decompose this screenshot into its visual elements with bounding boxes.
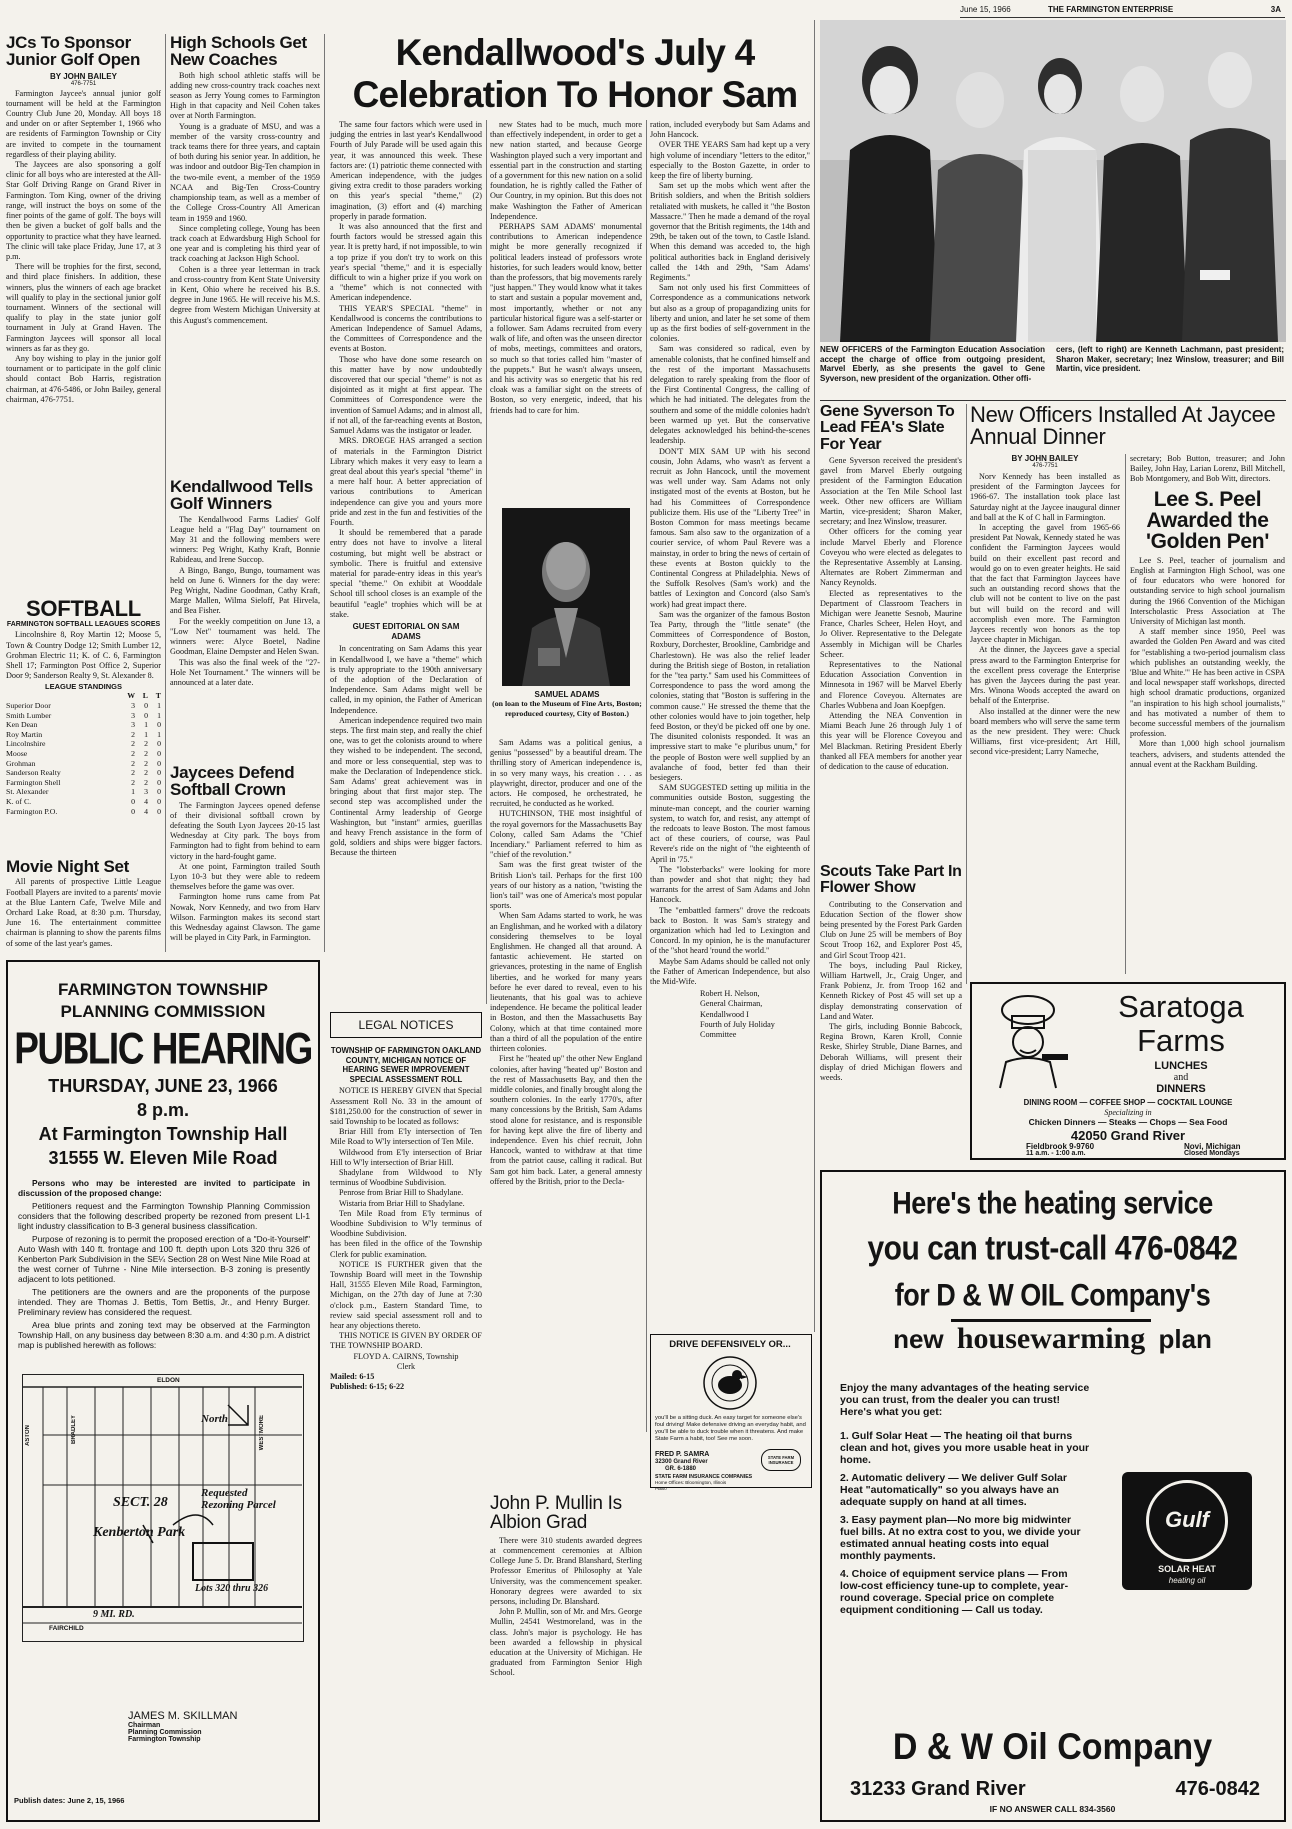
wins: 2: [131, 729, 135, 739]
heating-oil: heating oil: [1168, 1576, 1206, 1585]
ad-public-hearing: [6, 960, 320, 1822]
article-jaycee-dinner: [970, 404, 1286, 978]
paragraph: Cohen is a three year letterman in track and cross-country from Kent State University in Kent, Ohio where he received his B.S. degree in June 1965. He will receive his M.S. degree from Western Michigan University at this August's commencement.: [170, 264, 320, 325]
main-col-2: [490, 120, 642, 505]
hearing-l3: PUBLIC HEARING: [14, 1023, 312, 1073]
table-row: [6, 778, 161, 788]
ad-name: Saratoga Farms: [1118, 989, 1244, 1058]
paragraph: Lee S. Peel, teacher of journalism and English at Farmington High School, was one of four educators who were honored for outstanding service to high school journalism during the 1966 Convention of the Michigan Interscholastic Press Association at The University of Michigan last month.: [1130, 555, 1285, 627]
article-kendallwood-golf: [170, 478, 320, 764]
article-body: [1130, 556, 1285, 770]
gulf-text: Gulf: [1165, 1507, 1209, 1532]
hearing-l5: 8 p.m.: [136, 1100, 189, 1120]
article-jcs-golf: [6, 34, 161, 604]
paragraph: Purpose of rezoning is to permit the proposed erection of a "Do-it-Yourself" Auto Wash with 140 ft. frontage and 100 ft. depth upon Lots 320 thru 326 of Kenberton Park Subdivision in the SE¼ Section 28 on West Nine Mile Road at the west corner of Tuhrne - Nine Mile intersection. B-3 zoning is presently adjacent to lots petitioned.: [18, 1234, 310, 1284]
team: Farmington P.O.: [6, 806, 58, 816]
ad-l3: for D & W OIL Company's: [894, 1277, 1211, 1313]
paragraph: At the dinner, the Jaycees gave a special press award to the Farmington Enterprise for the excellent press coverage the Enterprise has given the Jaycees during the past year. Mrs. Winona Woods accepted the award on behalf of the Enterprise.: [970, 645, 1120, 706]
wins: 3: [131, 710, 135, 720]
team: Moose: [6, 749, 28, 759]
paragraph: Sam Adams was a political genius, a genius "possessed" by a beautiful dream. The thrilling story of American independence is, in so very many ways, his creation . . . as playwright, director, producer and one of the actors. He composed, he orchestrated, he recruited, he conducted as he worked.: [490, 738, 642, 809]
table-row: [6, 768, 161, 778]
col-l: L: [142, 691, 148, 701]
ad-l2: you can trust-call 476-0842: [867, 1229, 1238, 1268]
paragraph: THIS NOTICE IS GIVEN BY ORDER OF THE TOWNSHIP BOARD.: [330, 1331, 482, 1351]
wins: 3: [131, 701, 135, 711]
new-word: new: [893, 1324, 944, 1354]
article-body: [170, 515, 320, 688]
map-label: Lots 320 thru 326: [195, 1583, 269, 1594]
paragraph: It should be remembered that a parade entry does not have to involve a literal costuming, but might well be abstract or symbolic. There is fruitful and extensive material for parade-entry ideas in this year's special "theme." On exhibit at Wooddale School till school closes is an example of the beautiful "eagle" trophies which will be at stake.: [330, 528, 482, 619]
main-col-3: [650, 120, 810, 1328]
wins: 1: [131, 787, 135, 797]
paragraph: Young is a graduate of MSU, and was a member of the varsity cross-country and track teams there for three years, and captain of both during his senior year. In addition, he was indoor and outdoor Big-Ten champion in the two-mile event, a member of the 1959 NCAA and Big-Ten Cross-Country championship team, as well as a member of the College Cross-Country All American team in 1959 and 1960.: [170, 121, 320, 223]
paragraph: Petitioners request and the Farmington Township Planning Commission considers that the following described property be rezoned from present LI-1 light industry classification to B-3 general business classification.: [18, 1201, 310, 1231]
paragraph: The petitioners are the owners and are the proponents of the purpose intended. They are Thomas J. Bettis, Tom Bettis, Jr., and Henry Burger. Preliminary review has considered the request.: [18, 1287, 310, 1317]
losses: 1: [144, 720, 148, 730]
paragraph: DON'T MIX SAM UP with his second cousin, John Adams, who wasn't as fervent a recruit as John Hancock, until the movement was well under way. Sam Adams not only instigated most of the events at Boston, but he had his Committees of Correspondence publicize them. His use of the "Liberty Tree" in Boston Common for mass meetings became famous. Sam also saw to the organization of a courier service, of whom Paul Revere was a mainstay, in order to bring the news of certain of these events at Boston quickly to the Continental Congress at Philadelphia. News of the Suffolk Resolves (Sam's work) and the battles of Lexington and Concord (also Sam's work) had great impact there.: [650, 446, 810, 609]
article-body: [170, 801, 320, 944]
masthead-paper: THE FARMINGTON ENTERPRISE: [1048, 5, 1174, 14]
paragraph: Sam was the first great twister of the British Lion's tail. Perhaps for the first 100 years of our history as a nation, "twisting the lion's tail" was one of America's most popular sports.: [490, 860, 642, 911]
map-label: North: [201, 1413, 228, 1425]
wins: 0: [131, 806, 135, 816]
losses: 0: [144, 701, 148, 711]
team: Smith Lumber: [6, 710, 52, 720]
paragraph: Gene Syverson received the president's gavel from Marvel Eberly outgoing president of the Farmington Education Association at the Ten Mile School last week. Other new officers are William Martin, vice-president; Sharon Maker, secretary; and Inez Winslow, treasurer.: [820, 455, 962, 527]
paragraph: There were 310 students awarded degrees at commencement ceremonies at Albion College June 5. Dr. Brand Blanshard, Sterling Professor Emeritus of Philosophy at Yale University, was the commencement speaker. Honorary degrees were awarded to six persons, including Dr. Blanshard.: [490, 1535, 642, 1606]
paragraph: Penrose from Briar Hill to Shadylane.: [339, 1188, 464, 1198]
standings-header: [6, 691, 161, 701]
paragraph: ration, included everybody but Sam Adams and John Hancock.: [650, 120, 810, 140]
team: Farmington Shell: [6, 777, 61, 787]
wins: 2: [131, 749, 135, 759]
photo-image: [820, 20, 1286, 342]
solar-heat: SOLAR HEAT: [1158, 1564, 1216, 1574]
headline: High Schools Get New Coaches: [170, 33, 307, 70]
gulf-logo: [1122, 1472, 1252, 1590]
paragraph: Persons who may be interested are invited to participate in discussion of the proposed change:: [18, 1178, 310, 1198]
plan-word: plan: [1158, 1324, 1212, 1354]
paragraph: Other officers for the coming year include Marvel Eberly and Florence Coveyou who were elected as delegates to the Representative Assembly at Lansing. Alternates are Robert Zimmerman and Nancy Reynolds.: [820, 527, 962, 588]
losses: 2: [144, 758, 148, 768]
headline: Gene Syverson To Lead FEA's Slate For Year: [820, 403, 955, 453]
signature-line: Fourth of July Holiday: [700, 1019, 775, 1029]
signature-line: Robert H. Nelson,: [700, 989, 760, 999]
paragraph: A Bingo, Bango, Bungo, tournament was held on June 6. Winners for the day were: Peg Wright, Nadine Goodman, Cathy Kraft, Marge Mallen, Wilma Sieloff, Pat Hirvela, and Bea Fisher.: [170, 565, 320, 616]
paragraph: secretary; Bob Button, treasurer; and John Bailey, John Hay, Larian Lorenz, Bill Mitchell, Bob Montgomery, and Bob Witt, directors.: [1130, 454, 1285, 484]
ad-closed: Closed Mondays: [1184, 1150, 1240, 1157]
signature-line: Chairman: [128, 1722, 161, 1729]
map-label: ASTON: [25, 1425, 31, 1446]
paragraph: NOTICE IS HEREBY GIVEN that Special Assessment Roll No. 33 in the amount of $181,250.00 for the construction of sewer in said Township to be located as follows:: [330, 1086, 482, 1126]
ad-title: DRIVE DEFENSIVELY OR...: [669, 1339, 791, 1350]
wins: 2: [131, 768, 135, 778]
paragraph: The "embattled farmers" drove the redcoats back to Boston. It was Sam's strategy and organization which had led to Lexington and Concord. In my opinion, he is the manufacturer of the "shot heard 'round the world.": [650, 905, 810, 956]
losses: 2: [144, 777, 148, 787]
ad-address: 31233 Grand River: [850, 1778, 1026, 1800]
fea-officers-photo: [820, 20, 1286, 342]
state-farm-logo: [761, 1449, 801, 1471]
ad-spec: Specializing in: [1104, 1108, 1152, 1117]
paragraph: Any boy wishing to play in the junior golf tournament or to participate in the golf clinic should contact Bob Harris, registration chairman, at 476-5486, or John Bailey, general chairman, 476-7751.: [6, 353, 161, 404]
paragraph: HUTCHINSON, THE most insightful of the royal governors for the Massachusetts Bay Colony, called Sam Adams the "Chief Incendiary." Parliament referred to him as "chief of the revolution.": [490, 809, 642, 860]
ties: 0: [157, 777, 161, 787]
ties: 0: [157, 749, 161, 759]
hearing-signature: [128, 1710, 308, 1743]
table-row: [6, 730, 161, 740]
paragraph: Farmington home runs came from Pat Nowak, Norv Kennedy, and two from Harv Wilson. Farmington makes its second start this Wednesday against Clawson. The game will be played in City Park, in Farmington.: [170, 892, 320, 943]
map-label: ELDON: [157, 1377, 180, 1384]
paragraph: A staff member since 1950, Peel was awarded the Golden Pen Award and was cited for "establishing a two-period journalism class which publishes an outstanding weekly, the 'Blue and White.'" He has been active in CSPA and local newspaper staff workshops, directed high school dramatic productions, organized "an inspiration to his high school journalists," and has motivated a number of them to become successful members of the journalism profession.: [1130, 627, 1285, 739]
team: St. Alexander: [6, 787, 49, 797]
ties: 1: [157, 729, 161, 739]
ties: 1: [157, 701, 161, 711]
agent-address: 32300 Grand River: [655, 1459, 708, 1465]
paragraph: MRS. DROEGE HAS arranged a section of materials in the Farmington District Library which makes it very easy to learn a great deal about this year's special "theme" in a mere half hour. A better appreciation of various contributions to American independence can give you and yours more pride and zest in the fun and festivities of the Fourth.: [330, 436, 482, 527]
article-peel: [1130, 489, 1285, 770]
article-body: All parents of prospective Little League Football Players are invited to a parents' movie at the Blue Lantern Cafe, Twelve Mile and Orchard Lake Road, at 8:30 p.m. Thursday, June 16. The entertainment committee chairman is planning to show the parents films of some of the last year's games.: [6, 877, 161, 948]
paragraph: The same four factors which were used in judging the entries in last year's Kendallwood Fourth of July Parade will be used again this year, it was announced this week. These factors are: (1) patriotic theme connected with American independence, with the judges giving extra credit to those paraders working on this year's special "theme," (2) imagination, (3) effort and (4) marching properly in parade formation.: [330, 120, 482, 221]
ties: 0: [157, 787, 161, 797]
map-label: SECT. 28: [113, 1495, 168, 1510]
agent: FRED P. SAMRA: [655, 1451, 710, 1458]
team: Ken Dean: [6, 720, 38, 730]
ad-saratoga-farms: [970, 982, 1286, 1160]
paragraph: In concentrating on Sam Adams this year in Kendallwood I, we have a "theme" which is truly appropriate to the 190th anniversary of the adoption of the Declaration of Independence. Sam Adams might well be called, in my opinion, the Father of American Independence.: [330, 644, 482, 715]
paragraph: PERHAPS SAM ADAMS' monumental contributions to American independence might be more generally recognized if political leaders instead of professors wrote histories, for such leaders would know, better than the professors, that big movements rarely "just happen." They would know what it takes to start and sustain a popular movement and, most importantly, whether or not any particular historical figure was a self-starter or a follower. Sam Adams recruited from every walk of life, and often was the unseen director of mobs, meetings, committees and orators, so much so that tories called him "master of the puppets." But he wasn't always unseen, and his activity was so energetic that his red cloak was a familiar sight on the streets of Boston, so very energetic, indeed, that his friends had to care for him.: [490, 222, 642, 415]
paragraph: Sam was considered so radical, even by amenable colonists, that he confined himself and the rest of the important Massachusetts delegation to rarely speaking from the floor of the First Continental Congress, the calling of which he had initiated. The delegates from the southern and some of the middle colonies hadn't been warmed up yet. But the conservative delegates acknowledged his behind-the-scenes leadership.: [650, 344, 810, 446]
ad-hours: 11 a.m. - 1:00 a.m.: [1026, 1150, 1086, 1157]
paragraph: The girls, including Bonnie Babcock, Regina Brown, Karen Kroll, Connie Reske, Shirley Struble, Diane Barnes, and Deborah Williams, will present their display of dried Michigan flowers and weeds.: [820, 1022, 962, 1083]
headline: JCs To Sponsor Junior Golf Open: [6, 33, 141, 70]
map-label: Kenberton Park: [93, 1525, 186, 1540]
table-row: [6, 720, 161, 730]
hearing-l7: 31555 W. Eleven Mile Road: [48, 1148, 278, 1168]
paragraph: Ten Mile Road from E'ly terminus of Woodbine Subdivision to W'ly terminus of Woodbine Subdivision.: [330, 1208, 482, 1239]
portrait-caption: [492, 690, 642, 736]
byline: BY JOHN BAILEY: [1011, 454, 1079, 463]
paragraph: This was also the final week of the "27-Hole Net Tournament." The winners will be announced at a later date.: [170, 657, 320, 687]
paragraph: Sam not only used his first Committees of Correspondence as a communications network but also as a group of propagandizing units for liberty and union, and later he set some of them up as the first bodies of self-government in the colonies.: [650, 283, 810, 344]
headline: New Officers Installed At Jaycee Annual Dinner: [970, 402, 1276, 450]
ad-services: DINING ROOM — COFFEE SHOP — COCKTAIL LOUNGE: [1023, 1098, 1233, 1107]
paragraph: The boys, including Paul Rickey, William Hartwell, Jr., Craig Unger, and Frank Pobienz, Jr. from Troop 162 and Kenneth Rickey of Post 45 will set up a display demonstrating conservation of Land and Water.: [820, 960, 962, 1021]
wins: 3: [131, 720, 135, 730]
ad-and: and: [1173, 1072, 1189, 1083]
ad-phone: 476-0842: [1175, 1778, 1260, 1800]
main-col-2b: [490, 738, 642, 1434]
standings-table: [6, 691, 161, 816]
code: P6660: [655, 1486, 667, 1491]
article-mullin-col: [490, 1494, 642, 1824]
ad-text: you'll be a sitting duck. An easy target for someone else's foul driving! Make defensive driving an everyday habit, and you'll be able to duck trouble when it threatens. And make State Farm a habit, too! See me soon.: [655, 1415, 806, 1442]
losses: 0: [144, 710, 148, 720]
legal-title: LEGAL NOTICES: [358, 1018, 454, 1032]
ad-company: D & W Oil Company: [892, 1726, 1213, 1768]
ties: 0: [157, 758, 161, 768]
headline: Movie Night Set: [6, 857, 130, 876]
losses: 2: [144, 739, 148, 749]
losses: 4: [144, 796, 148, 806]
team: Lincolnshire: [6, 739, 46, 749]
signature-line: Committee: [700, 1030, 737, 1040]
hearing-dates: Publish dates: June 2, 15, 1966: [14, 1796, 125, 1805]
team: Superior Door: [6, 701, 51, 711]
paragraph: The "lobsterbacks" were looking for more than powder and shot that night; they had warrants for the arrest of Sam Adams and John Hancock.: [650, 864, 810, 905]
ad-line1: LUNCHES: [1154, 1060, 1208, 1072]
paragraph: First he "heated up" the other New England colonies, after having "heated up" Boston and the rest of Massachusetts Bay, and then the middle colonies, and finally brought along the southern colonies. In the early 1770's, after many concessions by the British, Sam Adams stood alone for resistance, and is responsible for having kept alive the fire of liberty and independence. Even his chief recruit, John Hancock, wanted to withdraw at that time from the patriot cause, calling it radical. But Sam got him back. Later, a general amnesty offered by the British, prior to the Decla-: [490, 1054, 642, 1186]
signature-line: General Chairman,: [700, 999, 763, 1009]
ad-state-farm: [650, 1334, 812, 1491]
portrait-image: [502, 508, 630, 686]
losses: 3: [144, 787, 148, 797]
paragraph: NOTICE IS FURTHER given that the Township Board will meet in the Township Hall, 31555 Eleven Mile Road, Farmington, Michigan, on the 27th day of June at 7:30 o'clock p.m., Eastern Standard Time, to review said special assessment roll and to hear any objections thereto.: [330, 1259, 482, 1331]
masthead-date: June 15, 1966: [960, 5, 1011, 14]
byline: BY JOHN BAILEY: [50, 71, 117, 81]
ad-menu: Chicken Dinners — Steaks — Chops — Sea Food: [1028, 1117, 1228, 1127]
paragraph: OVER THE YEARS Sam had kept up a very high volume of incendiary "letters to the editor," especially to the Boston Gazette, in order to keep the fire of liberty burning.: [650, 140, 810, 181]
paragraph: Elected as representatives to the Department of Classroom Teachers in Michigan were Jeanette Sesnob, Maurine France, Charles Scheer, Helen Hoyt, and Jo Oliver. Representative to the Delegate Assembly in Michigan will be Charles Scheer.: [820, 588, 962, 659]
headline: Scouts Take Part In Flower Show: [820, 863, 962, 897]
article-jaycees-softball: [170, 764, 320, 954]
signature-line: Farmington Township: [128, 1736, 201, 1743]
paragraph: In accepting the gavel from 1965-66 president Pat Nowak, Kennedy stated he was confident the Farmington Jaycees would build on their excellent past record and would go on to even greater heights. He said that the fact that Farmington Jaycees have such an outstanding record shows that the club will not be content to live on the past but will build on the record and will accomplish even more. The Farmington Jaycees recently won honors as the top Jaycee chapter in Michigan.: [970, 523, 1120, 645]
guest-editorial-title: GUEST EDITORIAL ON SAM ADAMS: [352, 621, 460, 642]
ties: 1: [157, 710, 161, 720]
paragraph: When Sam Adams started to work, he was an Englishman, and he worked with a dilatory considering themselves to be loyal Englishmen. He changed all that around. A fantastic achievement. He started on grievances, protesting in the name of English liberties, and he worked for many years before he ever dared to reveal, even to his lieutenants, that his goal was to achieve independence. He became the political leader in Boston, and then the Massachusetts Bay Colony, which at that time contained more than a third of all the population of the entire thirteen colonies.: [490, 911, 642, 1054]
paragraph: Wistaria from Briar Hill to Shadylane.: [339, 1198, 465, 1208]
housewarming-word: housewarming: [951, 1319, 1151, 1355]
paragraph: For the weekly competition on June 13, a "Low Net" tournament was held. The winners were: Alyce Boetel, Nadine Goodman, Elaine Dempster and Helen Swan.: [170, 616, 320, 657]
losses: 4: [144, 806, 148, 816]
col-t: T: [155, 691, 161, 701]
paragraph: American independence required two main steps. The first main step, and really the chief one, was to get the colonists around to where they wished to be independent. The second, and more or less consequential, step was to make the Declaration of Independence stick. Sam Adams' great achievement was in bringing about that first major step. The second step was accomplished under the Continental Army leadership of George Washington, but "instant" armies, guerillas and heavy French assistance in the form of gold, soldiers and ships were bigger factors. Because the thirteen: [330, 715, 482, 858]
paragraph: Shadylane from Wildwood to N'ly terminus of Woodbine Subdivision.: [330, 1168, 482, 1188]
signature-line: Kendallwood I: [700, 1009, 749, 1019]
byline-phone: 476-7751: [70, 80, 97, 87]
article-new-coaches: [170, 34, 320, 478]
caption-text: (on loan to the Museum of Fine Arts, Boston; reproduced courtesy, City of Boston.): [492, 699, 642, 718]
paragraph: John P. Mullin, son of Mr. and Mrs. George Mullin, 24541 Westmoreland, was in the class. John's major is psychology. He has been awarded a fellowship in physical education at the University of Michigan. He graduated from Farmington Senior High School.: [490, 1607, 642, 1678]
paragraph: Wildwood from E'ly intersection of Briar Hill to W'ly intersection of Briar Hill.: [330, 1147, 482, 1167]
map-label: 9 MI. RD.: [93, 1609, 135, 1620]
legal-mailed: Mailed: 6-15: [330, 1372, 375, 1382]
ad-noanswer: IF NO ANSWER CALL 834-3560: [989, 1804, 1116, 1814]
paragraph: has been filed in the office of the Township Clerk for public examination.: [330, 1239, 482, 1259]
legal-published: Published: 6-15; 6-22: [330, 1382, 405, 1392]
paragraph: The Kendallwood Farms Ladies' Golf League held a "Flag Day" tournament on May 31 and the following members were winners: Peg Wright, Kathy Kraft, Bonnie Rabideau, and Irene Succop.: [170, 514, 320, 565]
paragraph: Those who have done some research on this matter have by now undoubtedly discovered that our special "theme" is not as disjointed as it might at first appear. The Committees of Correspondence were the invention of Samuel Adams; and in almost all, if not all, of the far-reaching events at Boston, Samuel Adams was the instigator or leader.: [330, 354, 482, 436]
wins: 2: [131, 777, 135, 787]
table-row: [6, 787, 161, 797]
paragraph: new States had to be much, much more than effectively independent, in order to get a new nation started, and because George Washington played such a very important and essential part in the construction and starting of a government for this new nation on a solid foundation, he is rightly called the Father of Our Country, in my opinion. But this does not make Washington the Father of American Independence.: [490, 120, 642, 221]
article-movie-night: [6, 858, 161, 954]
district-map: [22, 1374, 304, 1642]
paragraph: Both high school athletic staffs will be adding new cross-country track coaches next season as Jerry Young comes to Farmington High in that capacity and Neil Cohen takes over at North Farmington.: [170, 70, 320, 121]
ad-address: 42050 Grand River: [1070, 1128, 1186, 1143]
agent-phone: GR. 6-1880: [665, 1466, 697, 1472]
table-row: [6, 711, 161, 721]
ties: 0: [157, 720, 161, 730]
chef-icon: [982, 992, 1074, 1088]
paragraph: More than 1,000 high school journalism teachers, advisers, and students attended the annual event at the Rackham Building.: [1130, 739, 1285, 769]
paragraph: It was also announced that the first and fourth factors would be stressed again this year. It is pretty hard, if not impossible, to win a top prize if you don't try to work on this year's special "theme," and it is especially difficult to win a higher prize if you work on a "theme" which is not connected with American independence.: [330, 222, 482, 303]
paragraph: The Jaycees are also sponsoring a golf clinic for all boys who are interested at the All-Star Golf Driving Range on Grand River in Farmington. Tom King, owner of the driving range, will instruct the boys on some of the finer points of the game of golf. The boys will then be given a bucket of golf balls and the opportunity to practice what they have learned. The clinic will take place Friday, June 17, at 3 p.m.: [6, 160, 161, 261]
col-right: [1130, 454, 1285, 770]
paragraph: Also installed at the dinner were the new board members who will serve the same term as the new president. They were: Chuck Williams, first vice-president; Art Hill, second vice-president; Larry Nameche,: [970, 706, 1120, 757]
paragraph: There will be trophies for the first, second, and third place finishers. In addition, these winners, plus the winners of each age bracket will qualify to play in the sectional junior golf tournament. Winners of the sectional will qualify to play in the state junior golf tournament in July at Grand Haven. The Farmington Jaycees will sponsor all local winners as far as they go.: [6, 262, 161, 353]
paragraph: Contributing to the Conservation and Education Section of the flower show being presented by the Forest Park Garden Club on June 25 will be members of Boy Scout Troop 162, and Explorer Post 45, and Girl Scout Troop 421.: [820, 899, 962, 960]
hearing-l4: THURSDAY, JUNE 23, 1966: [48, 1076, 278, 1096]
softball-section: [6, 598, 161, 863]
table-row: [6, 807, 161, 817]
hearing-l2: PLANNING COMMISSION: [60, 1002, 266, 1021]
masthead-page: 3A: [1270, 5, 1281, 14]
legal-title-box: [330, 1012, 482, 1038]
paragraph: Sam set up the mobs which went after the British soldiers, and when the British soldiers retaliated with muskets, he called it "the Boston Massacre." Then he made a demand of the royal governor that the British regiments, the 14th and 29th, be taken out of the town, to Castle Island. When this demand was acceded to, the high political authorities back in England derisively called the 14th and 29th, "Sam Adams' Regiments.": [650, 181, 810, 283]
paragraph: Farmington Jaycee's annual junior golf tournament will be held at the Farmington Country Club June 20, Monday. All boys 18 and under on or after September 1, 1966 who are residents of Farmington Township or City are invited to compete in the tournament regardless of their playing ability.: [6, 88, 161, 159]
list-item: 3. Easy payment plan—No more big midwinter fuel bills. At no extra cost to you, we divide your estimated annual heating costs into equal monthly payments.: [840, 1514, 1081, 1562]
ties: 0: [157, 806, 161, 816]
col-w: W: [127, 691, 135, 701]
headline: Kendallwood Tells Golf Winners: [170, 477, 313, 514]
caption-name: SAMUEL ADAMS: [534, 690, 600, 699]
ad-line2: DINNERS: [1156, 1083, 1206, 1095]
team: K. of C.: [6, 796, 32, 806]
photo-caption: [820, 345, 1286, 401]
ad-city: Novi, Michigan: [1184, 1142, 1241, 1151]
hearing-l1: FARMINGTON TOWNSHIP: [58, 980, 268, 999]
paragraph: Maybe Sam Adams should be called not only the Father of American Independence, but also the Mid-Wife.: [650, 956, 810, 987]
table-row: [6, 797, 161, 807]
duck-icon: [695, 1353, 765, 1413]
signature-line: Planning Commission: [128, 1729, 202, 1736]
standings-title: LEAGUE STANDINGS: [45, 682, 122, 692]
article-body: [6, 89, 161, 405]
table-row: [6, 749, 161, 759]
home-office: Home Offices: Bloomington, Illinois: [655, 1480, 727, 1485]
map-label: FAIRCHILD: [49, 1625, 84, 1632]
caption-right: cers, (left to right) are Kenneth Lachmann, past president; Sharon Maker, secretary; Inez Winslow, treasurer; and Bill Martin, vice president.: [1056, 345, 1284, 374]
logo-text: STATE FARM INSURANCE: [767, 1455, 795, 1465]
headline: Jaycees Defend Softball Crown: [170, 763, 295, 800]
hearing-text: [18, 1178, 310, 1350]
paragraph: Since completing college, Young has been track coach at Edwardsburg High School for one year and is completing his third year of track coaching at Jackson High School.: [170, 223, 320, 264]
main-col-1: [330, 120, 482, 1006]
byline-phone: 476-7751: [1032, 463, 1058, 469]
samuel-adams-portrait: [502, 508, 630, 686]
paragraph: Attending the NEA Convention in Miami Beach June 26 through July 1 of this year will be Florence Coveyou and Mel Blackman. Retiring President Eberly thanked all FEA members for another year of dedication to the cause of education.: [820, 711, 962, 772]
list-item: 1. Gulf Solar Heat — The heating oil that burns clean and hot, gives you more usable heat in your home.: [840, 1430, 1090, 1466]
caption-left: NEW OFFICERS of the Farmington Education Association accept the charge of office from outgoing president, Marvel Eberly, as she presents the gavel to Gene Syverson, new president of the organization. Other offi-: [820, 345, 1045, 383]
table-row: [6, 701, 161, 711]
scores: Lincolnshire 8, Roy Martin 12; Moose 5, Town & Country Dodge 12; Smith Lumber 12, Grohman Electric 11; K. of C. 6, Farmington Shell 17; Farmington Post Office 2, Superior Door 9; Sanderson Realty 9, St. Alexander 8.: [6, 630, 161, 681]
map-label: BRADLEY: [71, 1415, 77, 1445]
col-left: [970, 454, 1120, 758]
ad-intro: Enjoy the many advantages of the heating service you can trust, from the dealer you can trust! Here's what you get:: [840, 1382, 1090, 1418]
wins: 2: [131, 758, 135, 768]
ties: 0: [157, 768, 161, 778]
paragraph: Area blue prints and zoning text may be observed at the Farmington Township Hall, on any business day between 8:30 a.m. and 4:30 p.m. A district map is published herewith as follows:: [18, 1320, 310, 1350]
losses: 1: [144, 729, 148, 739]
ad-l1: Here's the heating service: [892, 1185, 1213, 1221]
paragraph: Sam was the organizer of the famous Boston Tea Party, through the "little senate" (the Committees of Correspondence of Boston, Roxbury, Dorchester, Brookline, Cambridge and Charlestown). He was also the relief leader during the British siege of Boston, in retaliation for the "tea party." Sam used his Committees of Correspondence to pass the word among the colonies, stating that "Boston is suffering in the common cause." He stressed the theme that the other colonies would have to join together, help feed Boston, or they'd be picked off one by one. The disunited colonists responded. It was an impressive start to make "e pluribus unum," for the people of Boston were well supplied by an avalanche of food, better fed than their besiegers.: [650, 609, 810, 782]
list-item: 4. Choice of equipment service plans — From low-cost efficiency tune-up to complete, year-round coverage. Special price on complete equipment conditioning — Call us today.: [840, 1568, 1069, 1616]
table-row: [6, 739, 161, 749]
ties: 0: [157, 739, 161, 749]
losses: 2: [144, 749, 148, 759]
wins: 2: [131, 739, 135, 749]
paragraph: THIS YEAR'S SPECIAL "theme" in Kendallwood is concerns the contributions to American Independence of Samuel Adams, the Committees of Correspondence and the events at Boston.: [330, 303, 482, 354]
paragraph: At one point, Farmington trailed South Lyon 10-3 but they were able to redeem themselves before the game was over.: [170, 861, 320, 892]
paragraph: The Farmington Jaycees opened defense of their divisional softball crown by defeating the South Lyon Jaycees 20-15 last Wednesday at City park. The boys from Farmington had to fight from behind to earn victory in the hard-fought game.: [170, 800, 320, 861]
paragraph: Norv Kennedy has been installed as president of the Farmington Jaycees for 1966-67. The installation took place last Saturday night at the Jaycee inaugural dinner and ball at the K of C hall in Farmington.: [970, 472, 1120, 522]
headline: SOFTBALL: [26, 596, 141, 621]
signature-name: JAMES M. SKILLMAN: [128, 1710, 238, 1722]
wins: 0: [131, 796, 135, 806]
ad-dw-oil: [820, 1170, 1286, 1822]
legal-notices: [330, 1012, 482, 1822]
legal-body: [330, 1086, 482, 1392]
team: Sanderson Realty: [6, 768, 61, 778]
masthead: [960, 4, 1285, 18]
table-row: [6, 759, 161, 769]
ad-items: [840, 1430, 1090, 1616]
headline: John P. Mullin Is Albion Grad: [490, 1493, 622, 1534]
team: Grohman: [6, 758, 36, 768]
signature: [650, 989, 810, 1040]
legal-signature: FLOYD A. CAIRNS, Township Clerk: [353, 1351, 459, 1371]
subheadline: FARMINGTON SOFTBALL LEAGUES SCORES: [6, 621, 161, 629]
list-item: 2. Automatic delivery — We deliver Gulf Solar Heat "automatically" so you always have an adequate supply on hand at all times.: [840, 1472, 1067, 1508]
paragraph: Representatives to the National Education Association Convention in Minnesota in 1967 will be Marvel Eberly and Florence Coveyou. Alternates are Charles Wubbena and Joan Koepfgen.: [820, 660, 962, 710]
article-body: [170, 71, 320, 326]
article-body: [970, 472, 1120, 758]
company: STATE FARM INSURANCE COMPANIES: [655, 1474, 753, 1480]
map-label: WESTMORE: [259, 1415, 265, 1451]
gulf-disc: [1146, 1480, 1228, 1562]
ties: 0: [157, 796, 161, 806]
ad-l4: [822, 1322, 1283, 1356]
article-body: [820, 456, 962, 772]
paragraph: SAM SUGGESTED setting up militia in the communities outside Boston, suggesting the minute-man concept, and the courier warning system, to watch for, and resist, any attempt of the redcoats to leave Boston. The most famous act of these couriers, of course, was Paul Revere's ride on the night of "the eighteenth of April in '75.": [650, 783, 810, 864]
hearing-l6: At Farmington Township Hall: [38, 1124, 288, 1144]
legal-head: TOWNSHIP OF FARMINGTON OAKLAND COUNTY, MICHIGAN NOTICE OF HEARING SEWER IMPROVEMENT SPECIAL ASSESSMENT ROLL: [330, 1046, 482, 1084]
ad-phone: Fieldbrook 9-9760: [1026, 1142, 1095, 1151]
map-label: Requested Rezoning Parcel: [201, 1487, 276, 1511]
losses: 2: [144, 768, 148, 778]
article-body: [820, 900, 962, 1084]
team: Roy Martin: [6, 729, 43, 739]
article-body: [490, 1536, 642, 1679]
article-scouts: [820, 863, 962, 1083]
main-headline: Kendallwood's July 4 Celebration To Honor Sam: [352, 32, 798, 115]
headline: Lee S. Peel Awarded the 'Golden Pen': [1145, 487, 1270, 554]
paragraph: Briar Hill from E'ly intersection of Ten Mile Road to W'ly intersection of Ten Mile.: [330, 1127, 482, 1147]
article-syverson: [820, 404, 962, 862]
